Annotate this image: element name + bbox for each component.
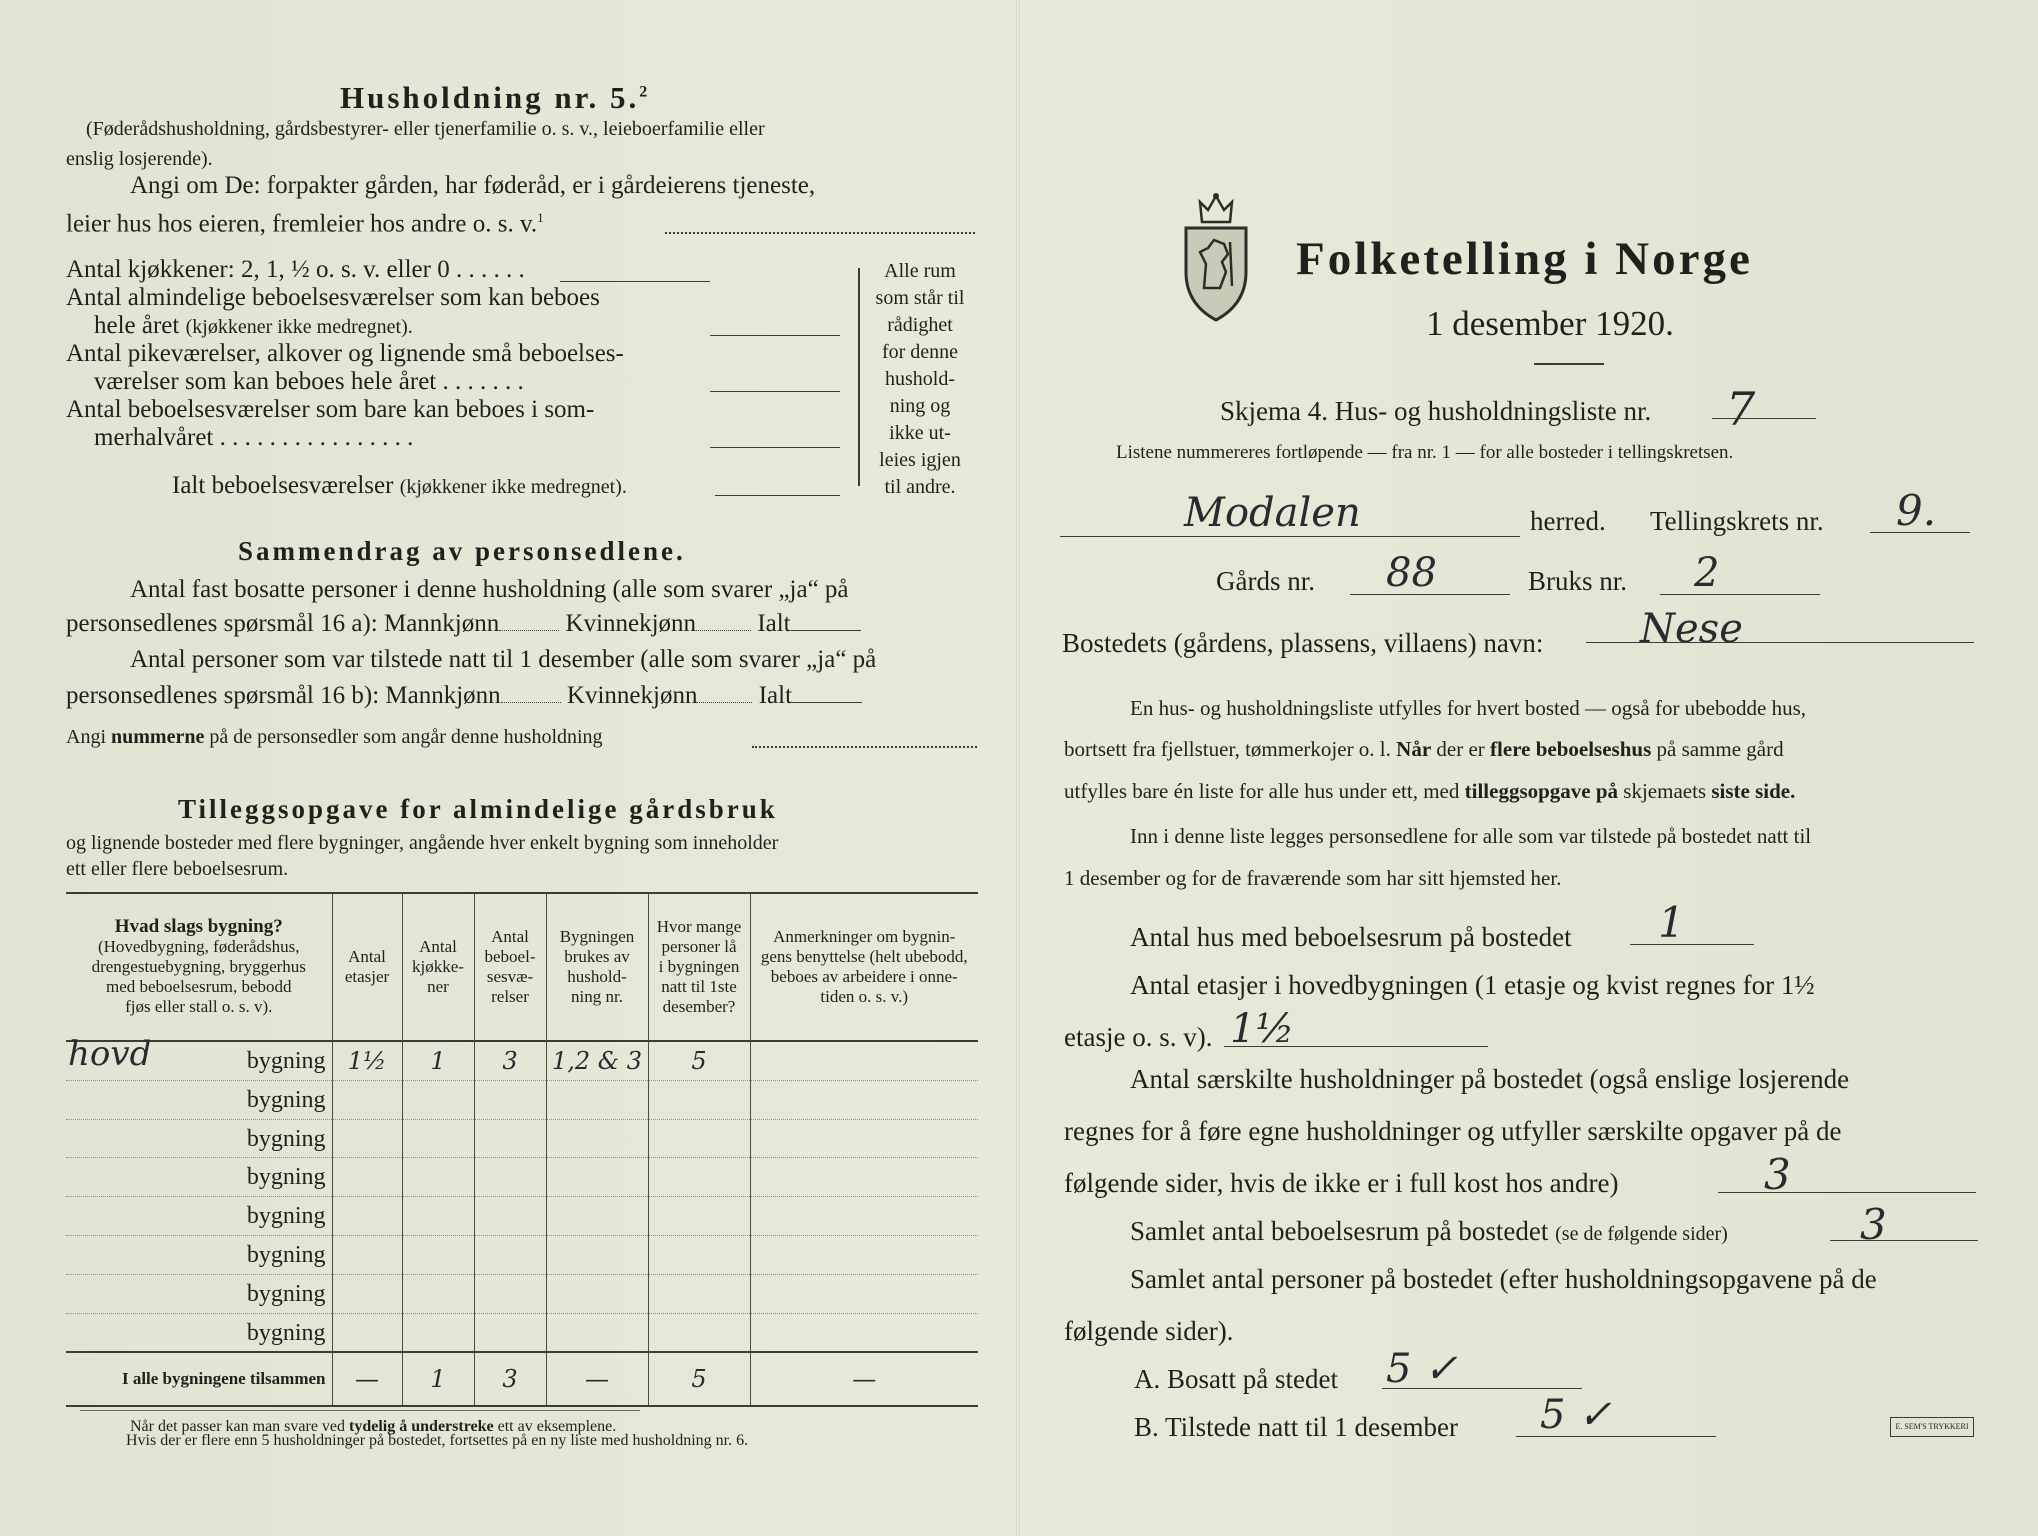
etasjer-a: Antal etasjer i hovedbygningen (1 etasje og kvist regnes for 1½ bbox=[1130, 970, 1815, 1000]
instruction-2: bortsett fra fjellstuer, tømmerkojer o. l. Når der er flere beboelseshus på samme gård bbox=[1064, 737, 1784, 761]
total-floors: — bbox=[332, 1352, 402, 1406]
row-rooms[interactable] bbox=[474, 1235, 546, 1274]
building-row bbox=[66, 1158, 978, 1197]
kitchens-answer-line bbox=[560, 281, 710, 282]
building-row bbox=[66, 1235, 978, 1274]
herred-label: herred. bbox=[1530, 506, 1606, 536]
sarskilte-line bbox=[1718, 1192, 1976, 1193]
angi-line-1: Angi om De: forpakter gården, har føderåd, er i gårdeierens tjeneste, bbox=[130, 172, 816, 199]
instruction-1: En hus- og husholdningsliste utfylles for hvert bosted — også for ubebodde hus, bbox=[1130, 696, 1806, 720]
row-kitchens[interactable] bbox=[402, 1274, 474, 1313]
samlet-pers-a: Samlet antal personer på bostedet (efter husholdningsopgavene på de bbox=[1130, 1264, 1877, 1294]
printer-stamp: E. SEM'S TRYKKERI bbox=[1890, 1417, 1974, 1437]
summary-angi: Angi nummerne på de personsedler som angår denne husholdning bbox=[66, 726, 603, 748]
row-rooms[interactable] bbox=[474, 1313, 546, 1352]
building-row bbox=[66, 1313, 978, 1352]
rooms-summer-a: Antal beboelsesværelser som bare kan beboes i som- bbox=[66, 396, 595, 423]
header-building-type: Hvad slags bygning? (Hovedbygning, føderådshus, drengestuebygning, bryggerhus med beboelsesrum, bebodd fjøs eller stall o. s. v). bbox=[66, 893, 332, 1041]
sarskilte-value[interactable]: 3 bbox=[1764, 1150, 1791, 1199]
row-kitchens[interactable] bbox=[402, 1119, 474, 1158]
sarskilte-b: regnes for å føre egne husholdninger og utfyller særskilte opgaver på de bbox=[1064, 1116, 1842, 1146]
rooms-kitchens: Antal kjøkkener: 2, 1, ½ o. s. v. eller 0 . . . . . . bbox=[66, 256, 525, 283]
row-kitchens[interactable] bbox=[402, 1158, 474, 1197]
etasjer-b: etasje o. s. v). bbox=[1064, 1022, 1213, 1052]
addendum-intro-1: og lignende bosteder med flere bygninger, angående hver enkelt bygning som inneholder bbox=[66, 832, 779, 854]
row-floors[interactable] bbox=[332, 1197, 402, 1236]
header-kitchens: Antal kjøkke- ner bbox=[402, 893, 474, 1041]
header-rooms: Antal beboel- sesvæ- relser bbox=[474, 893, 546, 1041]
row-kitchens[interactable] bbox=[402, 1235, 474, 1274]
bruks-value[interactable]: 2 bbox=[1694, 550, 1720, 596]
row-kitchens[interactable]: 1 bbox=[402, 1041, 474, 1080]
rooms-ordinary-b: hele året (kjøkkener ikke medregnet). bbox=[94, 312, 413, 339]
building-type-cell[interactable] bbox=[66, 1034, 332, 1080]
krets-value[interactable]: 9. bbox=[1896, 486, 1937, 535]
summary-p2a: Antal personer som var tilstede natt til 1 desember (alle som svarer „ja“ på bbox=[130, 646, 877, 673]
building-type-cell[interactable] bbox=[66, 1235, 332, 1274]
angi-answer-line bbox=[665, 232, 975, 234]
row-remarks[interactable] bbox=[750, 1158, 978, 1197]
header-remarks: Anmerkninger om bygnin- gens benyttelse (helt ubebodd, beboes av arbeidere i onne- tiden o. s. v.) bbox=[750, 893, 978, 1041]
row-floors[interactable] bbox=[332, 1274, 402, 1313]
samlet-rum: Samlet antal beboelsesrum på bostedet (se de følgende sider) bbox=[1130, 1216, 1728, 1246]
total-persons: 5 bbox=[648, 1352, 750, 1406]
row-households[interactable] bbox=[546, 1313, 648, 1352]
building-label: bygning bbox=[246, 1241, 326, 1268]
row-persons[interactable] bbox=[648, 1313, 750, 1352]
building-row bbox=[66, 1274, 978, 1313]
building-label: bygning bbox=[246, 1280, 326, 1307]
bosted-line bbox=[1586, 642, 1974, 643]
total-households: — bbox=[546, 1352, 648, 1406]
row-floors[interactable] bbox=[332, 1313, 402, 1352]
rooms-ordinary-a: Antal almindelige beboelsesværelser som kan beboes bbox=[66, 284, 600, 311]
building-row bbox=[66, 1197, 978, 1236]
row-households[interactable] bbox=[546, 1274, 648, 1313]
buildings-header-row bbox=[66, 893, 978, 1041]
row-remarks[interactable] bbox=[750, 1274, 978, 1313]
row-rooms[interactable] bbox=[474, 1080, 546, 1119]
row-remarks[interactable] bbox=[750, 1080, 978, 1119]
summary-title: Sammendrag av personsedlene. bbox=[238, 536, 686, 566]
total-remarks: — bbox=[750, 1352, 978, 1406]
building-type-cell[interactable] bbox=[66, 1274, 332, 1313]
instruction-5: 1 desember og for de fraværende som har sitt hjemsted her. bbox=[1064, 866, 1562, 890]
summary-p1b: personsedlenes spørsmål 16 a): Mannkjønn Kvinnekjønn Ialt bbox=[66, 610, 861, 638]
samlet-rum-line bbox=[1830, 1240, 1978, 1241]
row-households[interactable] bbox=[546, 1080, 648, 1119]
etasjer-value[interactable]: 1½ bbox=[1230, 1006, 1295, 1052]
row-remarks[interactable] bbox=[750, 1197, 978, 1236]
gards-line bbox=[1350, 594, 1510, 595]
summer-rooms-answer-line bbox=[710, 447, 840, 448]
skjema-number[interactable]: 7 bbox=[1726, 382, 1756, 436]
household-intro-1: (Føderådshusholdning, gårdsbestyrer- eller tjenerfamilie o. s. v., leieboerfamilie eller bbox=[86, 118, 765, 140]
row-persons[interactable] bbox=[648, 1235, 750, 1274]
household-title: Husholdning nr. 5.$^2$ bbox=[340, 80, 651, 115]
row-remarks[interactable] bbox=[750, 1313, 978, 1352]
skjema-number-line bbox=[1712, 418, 1816, 419]
instruction-3: utfylles bare én liste for alle hus under ett, med tilleggsopgave på skjemaets siste side. bbox=[1064, 779, 1796, 803]
row-rooms[interactable] bbox=[474, 1119, 546, 1158]
bosatt-label: A. Bosatt på stedet bbox=[1134, 1364, 1338, 1394]
tilstede-line bbox=[1516, 1436, 1716, 1437]
building-label: bygning bbox=[246, 1319, 326, 1346]
krets-label: Tellingskrets nr. bbox=[1650, 506, 1824, 536]
sarskilte-a: Antal særskilte husholdninger på bostedet (også enslige losjerende bbox=[1130, 1064, 1850, 1094]
page-fold bbox=[1016, 0, 1020, 1536]
rooms-total: Ialt beboelsesværelser (kjøkkener ikke medregnet). bbox=[172, 472, 627, 499]
herred-value[interactable]: Modalen bbox=[1184, 490, 1361, 536]
bosatt-value[interactable]: 5 ✓ bbox=[1386, 1346, 1458, 1392]
row-floors[interactable] bbox=[332, 1119, 402, 1158]
footnote-separator bbox=[80, 1410, 640, 1411]
krets-line bbox=[1870, 532, 1970, 533]
row-rooms[interactable] bbox=[474, 1158, 546, 1197]
row-floors[interactable] bbox=[332, 1235, 402, 1274]
total-label: I alle bygningene tilsammen bbox=[66, 1352, 332, 1406]
row-households[interactable] bbox=[546, 1197, 648, 1236]
summary-p1a: Antal fast bosatte personer i denne husholdning (alle som svarer „ja“ på bbox=[130, 576, 849, 603]
footnote-1: Når det passer kan man svare ved tydelig å understreke ett av eksemplene. bbox=[130, 1418, 617, 1435]
building-type-cell[interactable] bbox=[66, 1119, 332, 1158]
buildings-total-row bbox=[66, 1352, 978, 1406]
bosted-value[interactable]: Nese bbox=[1640, 606, 1743, 652]
bruks-line bbox=[1660, 594, 1820, 595]
building-label: bygning bbox=[246, 1164, 326, 1191]
building-label: bygning bbox=[246, 1203, 326, 1230]
row-floors[interactable] bbox=[332, 1158, 402, 1197]
coat-of-arms-icon bbox=[1178, 192, 1254, 326]
angi-nummer-line bbox=[752, 746, 977, 748]
samlet-rum-value[interactable]: 3 bbox=[1860, 1200, 1887, 1249]
row-persons[interactable] bbox=[648, 1158, 750, 1197]
building-name: hovd bbox=[68, 1034, 152, 1074]
etasjer-line bbox=[1224, 1046, 1488, 1047]
listene-note: Listene nummereres fortløpende — fra nr. 1 — for alle bosteder i tellingskretsen. bbox=[1116, 442, 1734, 463]
gards-label: Gårds nr. bbox=[1216, 566, 1315, 596]
footnote-2: Hvis der er flere enn 5 husholdninger på bostedet, fortsettes på en ny liste med husholdning nr. 6. bbox=[126, 1432, 749, 1449]
row-remarks[interactable] bbox=[750, 1119, 978, 1158]
bosted-label: Bostedets (gårdens, plassens, villaens) navn: bbox=[1062, 628, 1544, 658]
building-label: bygning bbox=[246, 1086, 326, 1113]
herred-line bbox=[1060, 536, 1520, 537]
row-kitchens[interactable] bbox=[402, 1313, 474, 1352]
row-persons[interactable] bbox=[648, 1274, 750, 1313]
row-kitchens[interactable] bbox=[402, 1080, 474, 1119]
total-kitchens: 1 bbox=[402, 1352, 474, 1406]
hus-label: Antal hus med beboelsesrum på bostedet bbox=[1130, 922, 1572, 952]
bruks-label: Bruks nr. bbox=[1528, 566, 1628, 596]
building-type-cell[interactable] bbox=[66, 1158, 332, 1197]
row-rooms[interactable] bbox=[474, 1274, 546, 1313]
header-persons: Hvor mange personer lå i bygningen natt til 1ste desember? bbox=[648, 893, 750, 1041]
instruction-4: Inn i denne liste legges personsedlene for alle som var tilstede på bostedet natt til bbox=[1130, 824, 1812, 848]
rooms-note: Alle rum som står til rådighet for denne hushold- ning og ikke ut- leies igjen til andre. bbox=[875, 260, 965, 498]
sarskilte-c: følgende sider, hvis de ikke er i full kost hos andre) bbox=[1064, 1168, 1619, 1198]
building-label: bygning bbox=[246, 1125, 326, 1152]
gards-value[interactable]: 88 bbox=[1386, 550, 1437, 596]
buildings-table bbox=[66, 892, 978, 1407]
census-title: Folketelling i Norge bbox=[1296, 233, 1753, 285]
total-rooms-answer-line bbox=[715, 495, 840, 496]
angi-line-2: leier hus hos eieren, fremleier hos andre o. s. v.$^1$ bbox=[66, 210, 544, 238]
total-rooms: 3 bbox=[474, 1352, 546, 1406]
building-row bbox=[66, 1119, 978, 1158]
title-rule bbox=[1534, 363, 1604, 365]
building-row bbox=[66, 1041, 978, 1080]
hus-line bbox=[1630, 944, 1754, 945]
rooms-small-b: værelser som kan beboes hele året . . . . . . . bbox=[94, 368, 524, 395]
row-households[interactable] bbox=[546, 1158, 648, 1197]
row-persons[interactable] bbox=[648, 1080, 750, 1119]
census-date: 1 desember 1920. bbox=[1426, 304, 1674, 343]
household-intro-2: enslig losjerende). bbox=[66, 148, 213, 170]
skjema-label: Skjema 4. Hus- og husholdningsliste nr. bbox=[1220, 396, 1652, 426]
row-kitchens[interactable] bbox=[402, 1197, 474, 1236]
building-type-cell[interactable] bbox=[66, 1313, 332, 1352]
addendum-title: Tilleggsopgave for almindelige gårdsbruk bbox=[178, 794, 778, 824]
header-floors: Antal etasjer bbox=[332, 893, 402, 1041]
summary-p2b: personsedlenes spørsmål 16 b): Mannkjønn Kvinnekjønn Ialt bbox=[66, 682, 862, 710]
ordinary-answer-line bbox=[710, 335, 840, 336]
hus-value[interactable]: 1 bbox=[1658, 898, 1685, 947]
row-persons[interactable] bbox=[648, 1197, 750, 1236]
row-rooms[interactable]: 3 bbox=[474, 1041, 546, 1080]
row-rooms[interactable] bbox=[474, 1197, 546, 1236]
rooms-summer-b: merhalvåret . . . . . . . . . . . . . . . . bbox=[94, 424, 414, 451]
tilstede-value[interactable]: 5 ✓ bbox=[1540, 1392, 1612, 1438]
header-households: Bygningen brukes av hushold- ning nr. bbox=[546, 893, 648, 1041]
addendum-intro-2: ett eller flere beboelsesrum. bbox=[66, 858, 289, 880]
building-type-cell[interactable] bbox=[66, 1080, 332, 1119]
building-type-cell[interactable] bbox=[66, 1197, 332, 1236]
row-floors[interactable]: 1½ bbox=[332, 1041, 402, 1080]
building-label: bygning bbox=[246, 1048, 326, 1074]
row-remarks[interactable] bbox=[750, 1235, 978, 1274]
building-row bbox=[66, 1080, 978, 1119]
samlet-pers-b: følgende sider). bbox=[1064, 1316, 1234, 1346]
rooms-brace bbox=[858, 268, 866, 486]
bosatt-line bbox=[1382, 1388, 1582, 1389]
rooms-small-a: Antal pikeværelser, alkover og lignende små beboelses- bbox=[66, 340, 624, 367]
row-households[interactable] bbox=[546, 1119, 648, 1158]
row-persons[interactable]: 5 bbox=[648, 1041, 750, 1080]
row-floors[interactable] bbox=[332, 1080, 402, 1119]
row-persons[interactable] bbox=[648, 1119, 750, 1158]
tilstede-label: B. Tilstede natt til 1 desember bbox=[1134, 1412, 1458, 1442]
row-remarks[interactable] bbox=[750, 1041, 978, 1080]
small-rooms-answer-line bbox=[710, 391, 840, 392]
row-households[interactable] bbox=[546, 1235, 648, 1274]
row-households[interactable]: 1,2 & 3 bbox=[546, 1041, 648, 1080]
